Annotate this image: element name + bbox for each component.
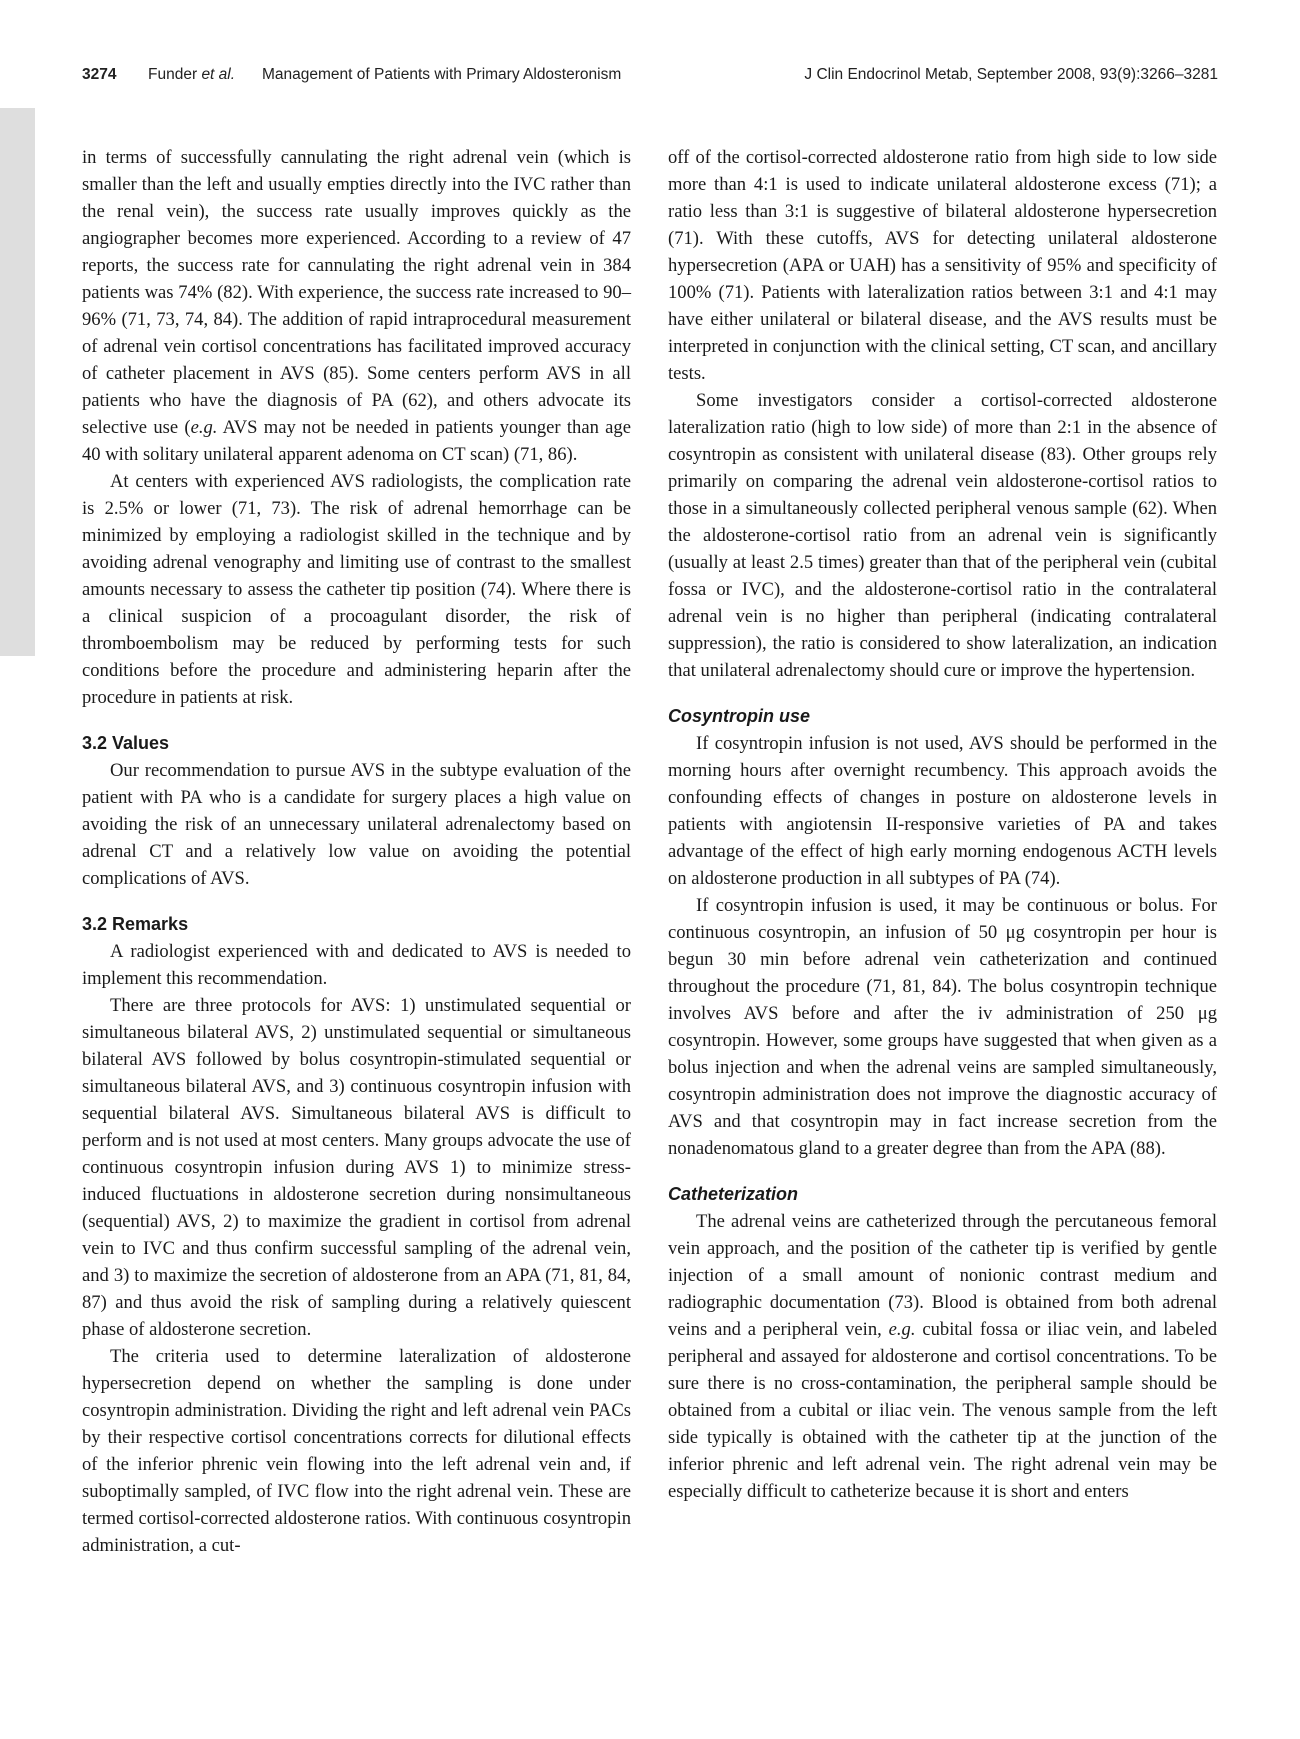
subsection-heading-cosyntropin-use: Cosyntropin use — [668, 706, 811, 726]
right-column — [668, 144, 1217, 1505]
paragraph: If cosyntropin infusion is used, it may be continuous or bolus. For continuous cosyntropin, an infusion of 50 μg cosyntropin per hour is begun 30 min before adrenal vein catheterization and continued throughout the procedure (71, 81, 84). The bolus cosyntropin technique involves AVS before and after the iv administration of 250 μg cosyntropin. However, some groups have suggested that when given as a bolus injection and when the adrenal veins are sampled simultaneously, cosyntropin administration does not improve the diagnostic accuracy of AVS and that cosyntropin may in fact increase secretion from the nonadenomatous gland to a greater degree than from the APA (88). — [668, 895, 1217, 1159]
side-tab-marker — [0, 108, 35, 656]
subsection-heading-catheterization: Catheterization — [668, 1184, 799, 1204]
page-number: 3274 — [82, 66, 117, 83]
paragraph: in terms of successfully cannulating the right adrenal vein (which is smaller than the left and usually empties directly into the IVC rather than the renal vein), the success rate usually improves quickly as the angiographer becomes more experienced. According to a review of 47 reports, the success rate for cannulating the right adrenal vein in 384 patients was 74% (82). With experience, the success rate increased to 90–96% (71, 73, 74, 84). The addition of rapid intraprocedural measurement of adrenal vein cortisol concentrations has facilitated improved accuracy of catheter placement in AVS (85). Some centers perform AVS in all patients who have the diagnosis of PA (62), and others advocate its selective use (e.g. AVS may not be needed in patients younger than age 40 with solitary unilateral apparent adenoma on CT scan) (71, 86). — [82, 147, 631, 465]
header-author: Funder et al. — [148, 66, 236, 83]
paragraph: The adrenal veins are catheterized through the percutaneous femoral vein approach, and the position of the catheter tip is verified by gentle injection of a small amount of nonionic contrast medium and radiographic documentation (73). Blood is obtained from both adrenal veins and a peripheral vein, e.g. cubital fossa or iliac vein, and labeled peripheral and assayed for aldosterone and cortisol concentrations. To be sure there is no cross-contamination, the peripheral sample should be obtained from a cubital or iliac vein. The venous sample from the left side typically is obtained with the catheter tip at the junction of the inferior phrenic and left adrenal vein. The right adrenal vein may be especially difficult to catheterize because it is short and enters — [668, 1211, 1217, 1502]
paragraph: If cosyntropin infusion is not used, AVS should be performed in the morning hours after overnight recumbency. This approach avoids the confounding effects of changes in posture on aldosterone levels in patients with angiotensin II-responsive varieties of PA and takes advantage of the effect of high early morning endogenous ACTH levels on aldosterone production in all subtypes of PA (74). — [668, 733, 1217, 889]
paragraph: There are three protocols for AVS: 1) unstimulated sequential or simultaneous bilateral AVS, 2) unstimulated sequential or simultaneous bilateral AVS followed by bolus cosyntropin-stimulated sequential or simultaneous bilateral AVS, and 3) continuous cosyntropin infusion with sequential bilateral AVS. Simultaneous bilateral AVS is difficult to perform and is not used at most centers. Many groups advocate the use of continuous cosyntropin infusion during AVS 1) to minimize stress-induced fluctuations in aldosterone secretion during nonsimultaneous (sequential) AVS, 2) to maximize the gradient in cortisol from adrenal vein to IVC and thus confirm successful sampling of the adrenal vein, and 3) to maximize the secretion of aldosterone from an APA (71, 81, 84, 87) and thus avoid the risk of sampling during a relatively quiescent phase of aldosterone secretion. — [82, 995, 631, 1340]
paragraph: off of the cortisol-corrected aldosterone ratio from high side to low side more than 4:1 is used to indicate unilateral aldosterone excess (71); a ratio less than 3:1 is suggestive of bilateral aldosterone hypersecretion (71). With these cutoffs, AVS for detecting unilateral aldosterone hypersecretion (APA or UAH) has a sensitivity of 95% and specificity of 100% (71). Patients with lateralization ratios between 3:1 and 4:1 may have either unilateral or bilateral disease, and the AVS results must be interpreted in conjunction with the clinical setting, CT scan, and ancillary tests. — [668, 147, 1217, 384]
header-journal-citation: J Clin Endocrinol Metab, September 2008, 93(9):3266–3281 — [804, 66, 1218, 83]
paragraph: At centers with experienced AVS radiologists, the complication rate is 2.5% or lower (71, 73). The risk of adrenal hemorrhage can be minimized by employing a radiologist skilled in the technique and by avoiding adrenal venography and limiting use of contrast to the smallest amounts necessary to assess the catheter tip position (74). Where there is a clinical suspicion of a procoagulant disorder, the risk of thromboembolism may be reduced by performing tests for such conditions before the procedure and administering heparin after the procedure in patients at risk. — [82, 471, 631, 708]
section-heading-values: 3.2 Values — [82, 733, 170, 753]
running-header — [82, 66, 1218, 88]
paragraph: A radiologist experienced with and dedicated to AVS is needed to implement this recommendation. — [82, 941, 631, 989]
left-column — [82, 144, 631, 1559]
paragraph: Our recommendation to pursue AVS in the subtype evaluation of the patient with PA who is a candidate for surgery places a high value on avoiding the risk of an unnecessary unilateral adrenalectomy based on adrenal CT and a relatively low value on avoiding the potential complications of AVS. — [82, 760, 631, 889]
paragraph: Some investigators consider a cortisol-corrected aldosterone lateralization ratio (high to low side) of more than 2:1 in the absence of cosyntropin as consistent with unilateral disease (83). Other groups rely primarily on comparing the adrenal vein aldosterone-cortisol ratios to those in a simultaneously collected peripheral venous sample (62). When the aldosterone-cortisol ratio from an adrenal vein is significantly (usually at least 2.5 times) greater than that of the peripheral vein (cubital fossa or IVC), and the aldosterone-cortisol ratio in the contralateral adrenal vein is no higher than peripheral (indicating contralateral suppression), the ratio is considered to show lateralization, an indication that unilateral adrenalectomy should cure or improve the hypertension. — [668, 390, 1217, 681]
header-article-title: Management of Patients with Primary Aldosteronism — [262, 66, 622, 83]
paragraph: The criteria used to determine lateralization of aldosterone hypersecretion depend on whether the sampling is done under cosyntropin administration. Dividing the right and left adrenal vein PACs by their respective cortisol concentrations corrects for dilutional effects of the inferior phrenic vein flowing into the left adrenal vein and, if suboptimally sampled, of IVC flow into the right adrenal vein. These are termed cortisol-corrected aldosterone ratios. With continuous cosyntropin administration, a cut- — [82, 1346, 631, 1556]
section-heading-remarks: 3.2 Remarks — [82, 914, 189, 934]
